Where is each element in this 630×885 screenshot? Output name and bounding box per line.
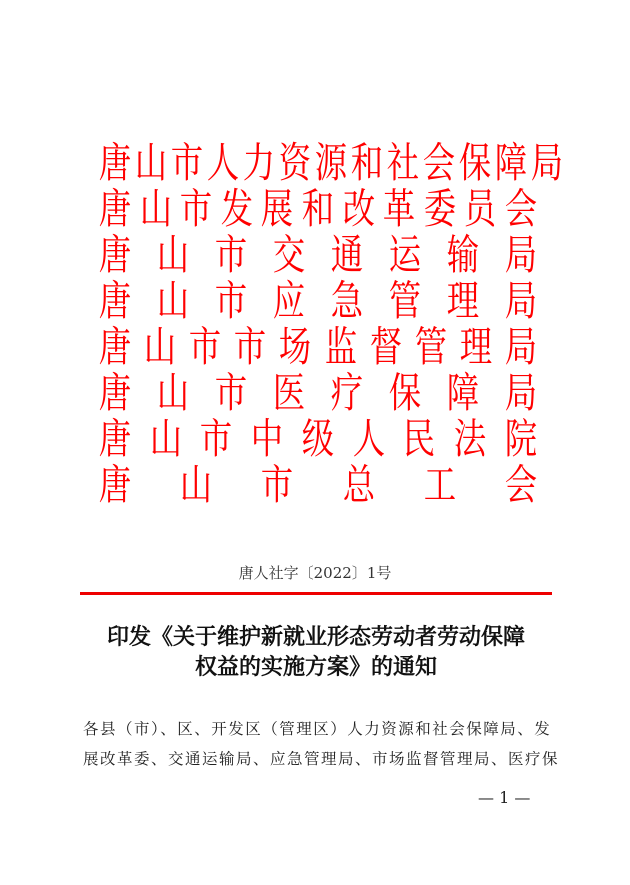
issuer-char: 唐 <box>98 323 132 372</box>
issuer-char: 和 <box>350 139 384 188</box>
issuer-char: 市 <box>189 323 222 372</box>
issuer-char: 市 <box>214 231 248 280</box>
issuer-char: 市 <box>234 323 267 372</box>
issuer-char: 运 <box>388 231 422 280</box>
issuer-char: 督 <box>369 323 402 372</box>
issuer-char: 局 <box>504 323 538 372</box>
issuer-char: 山 <box>156 277 190 326</box>
issuer-char: 法 <box>453 415 487 464</box>
issuer-char: 民 <box>403 415 436 464</box>
issuer-char: 人 <box>206 139 240 188</box>
issuer-char: 唐 <box>98 461 132 510</box>
issuer-char: 山 <box>134 139 168 188</box>
issuer-char: 唐 <box>98 277 132 326</box>
issuer-char: 级 <box>301 415 335 464</box>
issuer-char: 市 <box>170 139 204 188</box>
issuer-char: 员 <box>464 185 497 234</box>
issuer-line <box>97 322 539 372</box>
issuer-char: 交 <box>272 231 306 280</box>
issuer-char: 总 <box>342 461 375 510</box>
issuer-char: 管 <box>388 277 422 326</box>
issuer-char: 障 <box>494 139 528 188</box>
issuer-char: 保 <box>458 139 492 188</box>
issuer-char: 山 <box>143 323 177 372</box>
issuer-char: 输 <box>446 231 480 280</box>
issuer-char: 山 <box>156 369 190 418</box>
red-separator-line <box>80 592 552 595</box>
issuer-char: 改 <box>342 185 375 234</box>
issuer-char: 通 <box>330 231 364 280</box>
issuer-line <box>97 184 539 234</box>
issuer-char: 中 <box>251 415 284 464</box>
issuer-line <box>97 138 564 188</box>
issuer-char: 发 <box>220 185 253 234</box>
issuer-char: 会 <box>422 139 456 188</box>
issuer-line <box>97 230 539 280</box>
issuer-char: 人 <box>352 415 385 464</box>
issuer-char: 管 <box>414 323 447 372</box>
issuer-line <box>97 368 539 418</box>
issuer-char: 唐 <box>98 231 132 280</box>
issuer-line <box>97 460 539 510</box>
issuer-char: 疗 <box>330 369 364 418</box>
issuer-char: 局 <box>504 231 538 280</box>
issuer-char: 力 <box>242 139 276 188</box>
issuer-char: 院 <box>504 415 538 464</box>
document-number: 唐人社字〔2022〕1号 <box>238 564 392 582</box>
issuer-char: 社 <box>386 139 420 188</box>
document-title-line-2: 权益的实施方案》的通知 <box>194 654 437 680</box>
issuer-char: 山 <box>156 231 190 280</box>
issuer-char: 市 <box>261 461 294 510</box>
issuer-char: 局 <box>504 277 538 326</box>
issuer-char: 局 <box>504 369 538 418</box>
body-text-line-1: 各县（市）、区、开发区（管理区）人力资源和社会保障局、发 <box>83 720 552 738</box>
issuer-char: 会 <box>504 461 538 510</box>
issuer-char: 急 <box>330 277 364 326</box>
issuer-char: 市 <box>179 185 213 234</box>
issuer-char: 山 <box>149 415 182 464</box>
issuer-char: 工 <box>423 461 456 510</box>
issuer-char: 革 <box>382 185 416 234</box>
issuer-char: 和 <box>301 185 335 234</box>
document-title-line-1: 印发《关于维护新就业形态劳动者劳动保障 <box>106 624 525 650</box>
issuer-char: 局 <box>530 139 564 188</box>
issuer-char: 唐 <box>98 185 132 234</box>
issuer-char: 展 <box>261 185 294 234</box>
issuer-char: 监 <box>324 323 357 372</box>
issuer-char: 唐 <box>98 369 132 418</box>
body-text-line-2: 展改革委、交通运输局、应急管理局、市场监督管理局、医疗保 <box>83 750 560 768</box>
issuer-char: 理 <box>446 277 480 326</box>
issuer-char: 山 <box>139 185 172 234</box>
issuer-char: 资 <box>278 139 312 188</box>
issuer-char: 山 <box>179 461 213 510</box>
issuer-char: 唐 <box>98 139 132 188</box>
issuer-char: 市 <box>214 277 248 326</box>
issuer-char: 保 <box>388 369 422 418</box>
issuer-char: 市 <box>200 415 233 464</box>
issuer-char: 委 <box>423 185 456 234</box>
page-number: — 1 — <box>478 788 531 807</box>
issuer-char: 源 <box>314 139 348 188</box>
issuer-char: 障 <box>446 369 480 418</box>
issuer-line <box>97 276 539 326</box>
issuer-char: 场 <box>279 323 312 372</box>
issuer-char: 会 <box>504 185 538 234</box>
issuer-char: 理 <box>459 323 493 372</box>
issuer-line <box>97 414 539 464</box>
issuer-char: 唐 <box>98 415 132 464</box>
issuer-char: 市 <box>214 369 248 418</box>
issuer-char: 医 <box>272 369 306 418</box>
issuer-char: 应 <box>272 277 306 326</box>
